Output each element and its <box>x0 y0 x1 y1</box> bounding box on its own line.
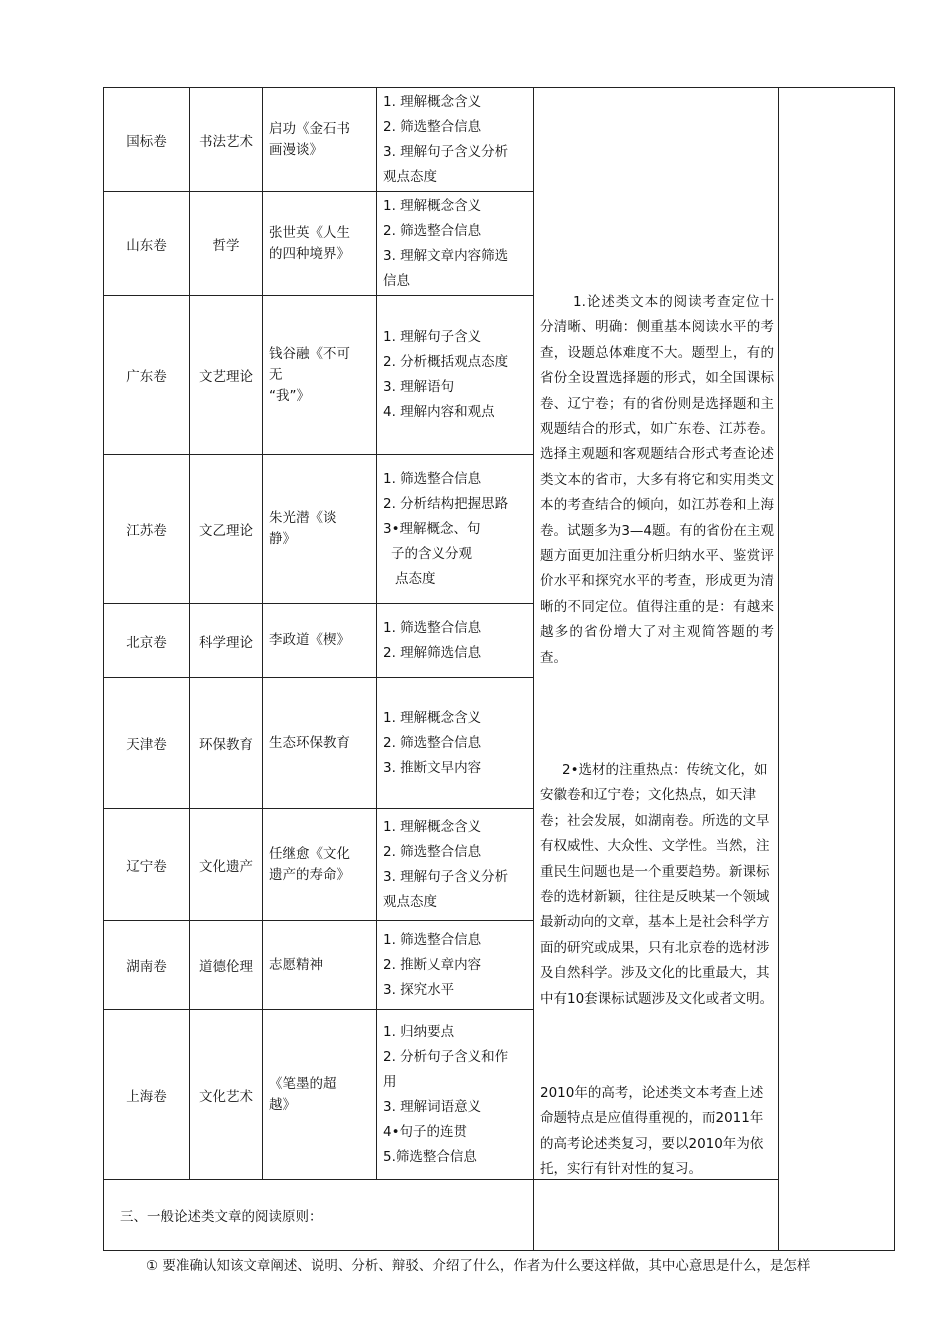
genre-cell: 文艺理论 <box>190 296 263 455</box>
source-line: 《笔墨的超 <box>269 1075 337 1092</box>
exam-point: 1. 筛选整合信息 <box>383 619 482 636</box>
region-cell: 辽宁卷 <box>104 809 190 921</box>
source-cell <box>263 1010 377 1180</box>
exam-point: 3. 推断文早内容 <box>383 759 482 776</box>
source-line: 遗产的寿命》 <box>269 866 350 883</box>
exam-points-cell <box>377 1010 534 1180</box>
genre-cell: 文化遗产 <box>190 809 263 921</box>
exam-points-cell <box>377 296 534 455</box>
empty-analysis-cell <box>534 1180 779 1251</box>
table-row <box>104 1180 895 1251</box>
source-line: 越》 <box>269 1096 296 1113</box>
exam-point: 2. 理解筛选信息 <box>383 644 482 661</box>
exam-point: 2. 筛选整合信息 <box>383 843 482 860</box>
source-line: 静》 <box>269 531 296 547</box>
exam-points-cell <box>377 604 534 678</box>
exam-point: 2. 筛选整合信息 <box>383 118 482 135</box>
exam-points-cell <box>377 809 534 921</box>
source-cell <box>263 678 377 809</box>
table-row <box>104 88 895 192</box>
exam-point: 1. 理解概念含义 <box>383 197 482 214</box>
source-line: 志愿精神 <box>269 956 323 973</box>
exam-point: 信息 <box>383 272 410 289</box>
exam-point: 点态度 <box>395 570 436 587</box>
exam-point: 观点态度 <box>383 893 437 910</box>
exam-points-cell <box>377 678 534 809</box>
exam-point: 3. 理解句子含义分析 <box>383 868 509 885</box>
analysis-point-1: 1.论述类文本的阅读考查定位十分清晰、明确：侧重基本阅读水平的考查，设题总体难度不大。题型上，有的省份全设置选择题的形式，如全国课标卷、辽宁卷；有的省份则是选择题和主观题结合的形式，如广东卷、江苏卷。选择主观题和客观题结合形式考查论述类文本的省市，大多有将它和实用类文本的考查结合的倾向，如江苏卷和上海卷。试题多为3—4题。有的省份在主观题方面更加注重分析归纳水平、鉴赏评价水平和探究水平的考查，形成更为清晰的不同定位。值得注重的是：有越来越多的省份增大了对主观简答题的考查。 <box>540 294 774 666</box>
exam-point: 3. 理解文章内容筛选 <box>383 247 509 264</box>
source-line: 张世英《人生 <box>269 224 350 241</box>
exam-point: 3. 理解句子含义分析 <box>383 143 509 160</box>
region-cell: 国标卷 <box>104 88 190 192</box>
exam-point: 2. 筛选整合信息 <box>383 734 482 751</box>
genre-cell: 文化艺术 <box>190 1010 263 1180</box>
source-line: 生态环保教育 <box>269 734 350 751</box>
genre-cell: 科学理论 <box>190 604 263 678</box>
source-cell <box>263 88 377 192</box>
genre-cell: 书法艺术 <box>190 88 263 192</box>
exam-point: 1. 理解句子含义 <box>383 329 482 345</box>
genre-cell: 环保教育 <box>190 678 263 809</box>
exam-point: 观点态度 <box>383 168 437 185</box>
exam-point: 子的含义分观 <box>391 545 472 562</box>
exam-point: 5.筛选整合信息 <box>383 1148 477 1165</box>
exam-point: 4. 理解内容和观点 <box>383 404 495 420</box>
analysis-summary: 2010年的高考，论述类文本考查上述命题特点是应值得重视的，而2011年的高考论述类复习，要以2010年为依托，实行有针对性的复习。 <box>540 1085 764 1178</box>
source-line: “我”》 <box>269 387 310 404</box>
source-line: 画漫谈》 <box>269 141 323 158</box>
exam-point: 1. 筛选整合信息 <box>383 931 482 948</box>
exam-point: 2. 分析句子含义和作 <box>383 1048 509 1065</box>
region-cell: 江苏卷 <box>104 455 190 604</box>
source-line: 钱谷融《不可 <box>269 345 350 362</box>
exam-points-cell <box>377 455 534 604</box>
exam-point: 3. 理解词语意义 <box>383 1098 482 1115</box>
source-cell <box>263 455 377 604</box>
exam-point: 3•理解概念、句 <box>383 520 481 537</box>
analysis-point-2: 2•选材的注重热点：传统文化，如安徽卷和辽宁卷；文化热点，如天津卷；社会发展，如湖南卷。所选的文早有权威性、大众性、文学性。当然，注重民生问题也是一个重要趋势。新课标卷的选材新颖，往往是反映某一个领域最新动向的文章，基本上是社会科学方面的研究或成果，只有北京卷的选材涉及自然科学。涉及文化的比重最大，其中有10套课标试题涉及文化或者文明。 <box>540 762 774 1007</box>
source-line: 启功《金石书 <box>269 120 350 137</box>
exam-point: 2. 分析结构把握思路 <box>383 495 509 512</box>
source-cell <box>263 296 377 455</box>
source-line: 朱光潜《谈 <box>269 510 337 526</box>
region-cell: 上海卷 <box>104 1010 190 1180</box>
exam-point: 2. 筛选整合信息 <box>383 222 482 239</box>
genre-cell: 哲学 <box>190 192 263 296</box>
exam-point: 1. 筛选整合信息 <box>383 470 482 487</box>
exam-points-cell <box>377 88 534 192</box>
exam-point: 3. 探究水平 <box>383 981 455 998</box>
source-line: 的四种境界》 <box>269 245 350 262</box>
exam-point: 用 <box>383 1073 397 1090</box>
exam-points-cell <box>377 921 534 1010</box>
source-line: 李政道《楔》 <box>269 632 350 648</box>
principle-item-1: ① 要准确认知该文章阐述、说明、分析、辩驳、介绍了什么，作者为什么要这样做，其中心意思是什么，是怎样 <box>146 1258 811 1274</box>
genre-cell: 文乙理论 <box>190 455 263 604</box>
exam-point: 1. 归纳要点 <box>383 1023 455 1040</box>
blank-cell <box>779 88 895 1251</box>
exam-analysis-table <box>103 87 895 1251</box>
source-line: 任继愈《文化 <box>269 845 350 862</box>
source-cell <box>263 604 377 678</box>
source-cell <box>263 809 377 921</box>
exam-point: 4•句子的连贯 <box>383 1123 468 1140</box>
region-cell: 天津卷 <box>104 678 190 809</box>
region-cell: 广东卷 <box>104 296 190 455</box>
source-cell <box>263 921 377 1010</box>
exam-point: 1. 理解概念含义 <box>383 93 482 110</box>
genre-cell: 道德伦理 <box>190 921 263 1010</box>
source-cell <box>263 192 377 296</box>
exam-point: 1. 理解概念含义 <box>383 709 482 726</box>
region-cell: 北京卷 <box>104 604 190 678</box>
region-cell: 山东卷 <box>104 192 190 296</box>
exam-point: 1. 理解概念含义 <box>383 818 482 835</box>
exam-point: 2. 推断乂章内容 <box>383 956 482 973</box>
analysis-cell <box>534 88 779 1180</box>
source-line: 无 <box>269 366 283 383</box>
exam-point: 3. 理解语句 <box>383 379 455 395</box>
exam-points-cell <box>377 192 534 296</box>
section-title: 三、一般论述类文章的阅读原则： <box>104 1180 534 1251</box>
exam-point: 2. 分析概括观点态度 <box>383 354 509 370</box>
region-cell: 湖南卷 <box>104 921 190 1010</box>
